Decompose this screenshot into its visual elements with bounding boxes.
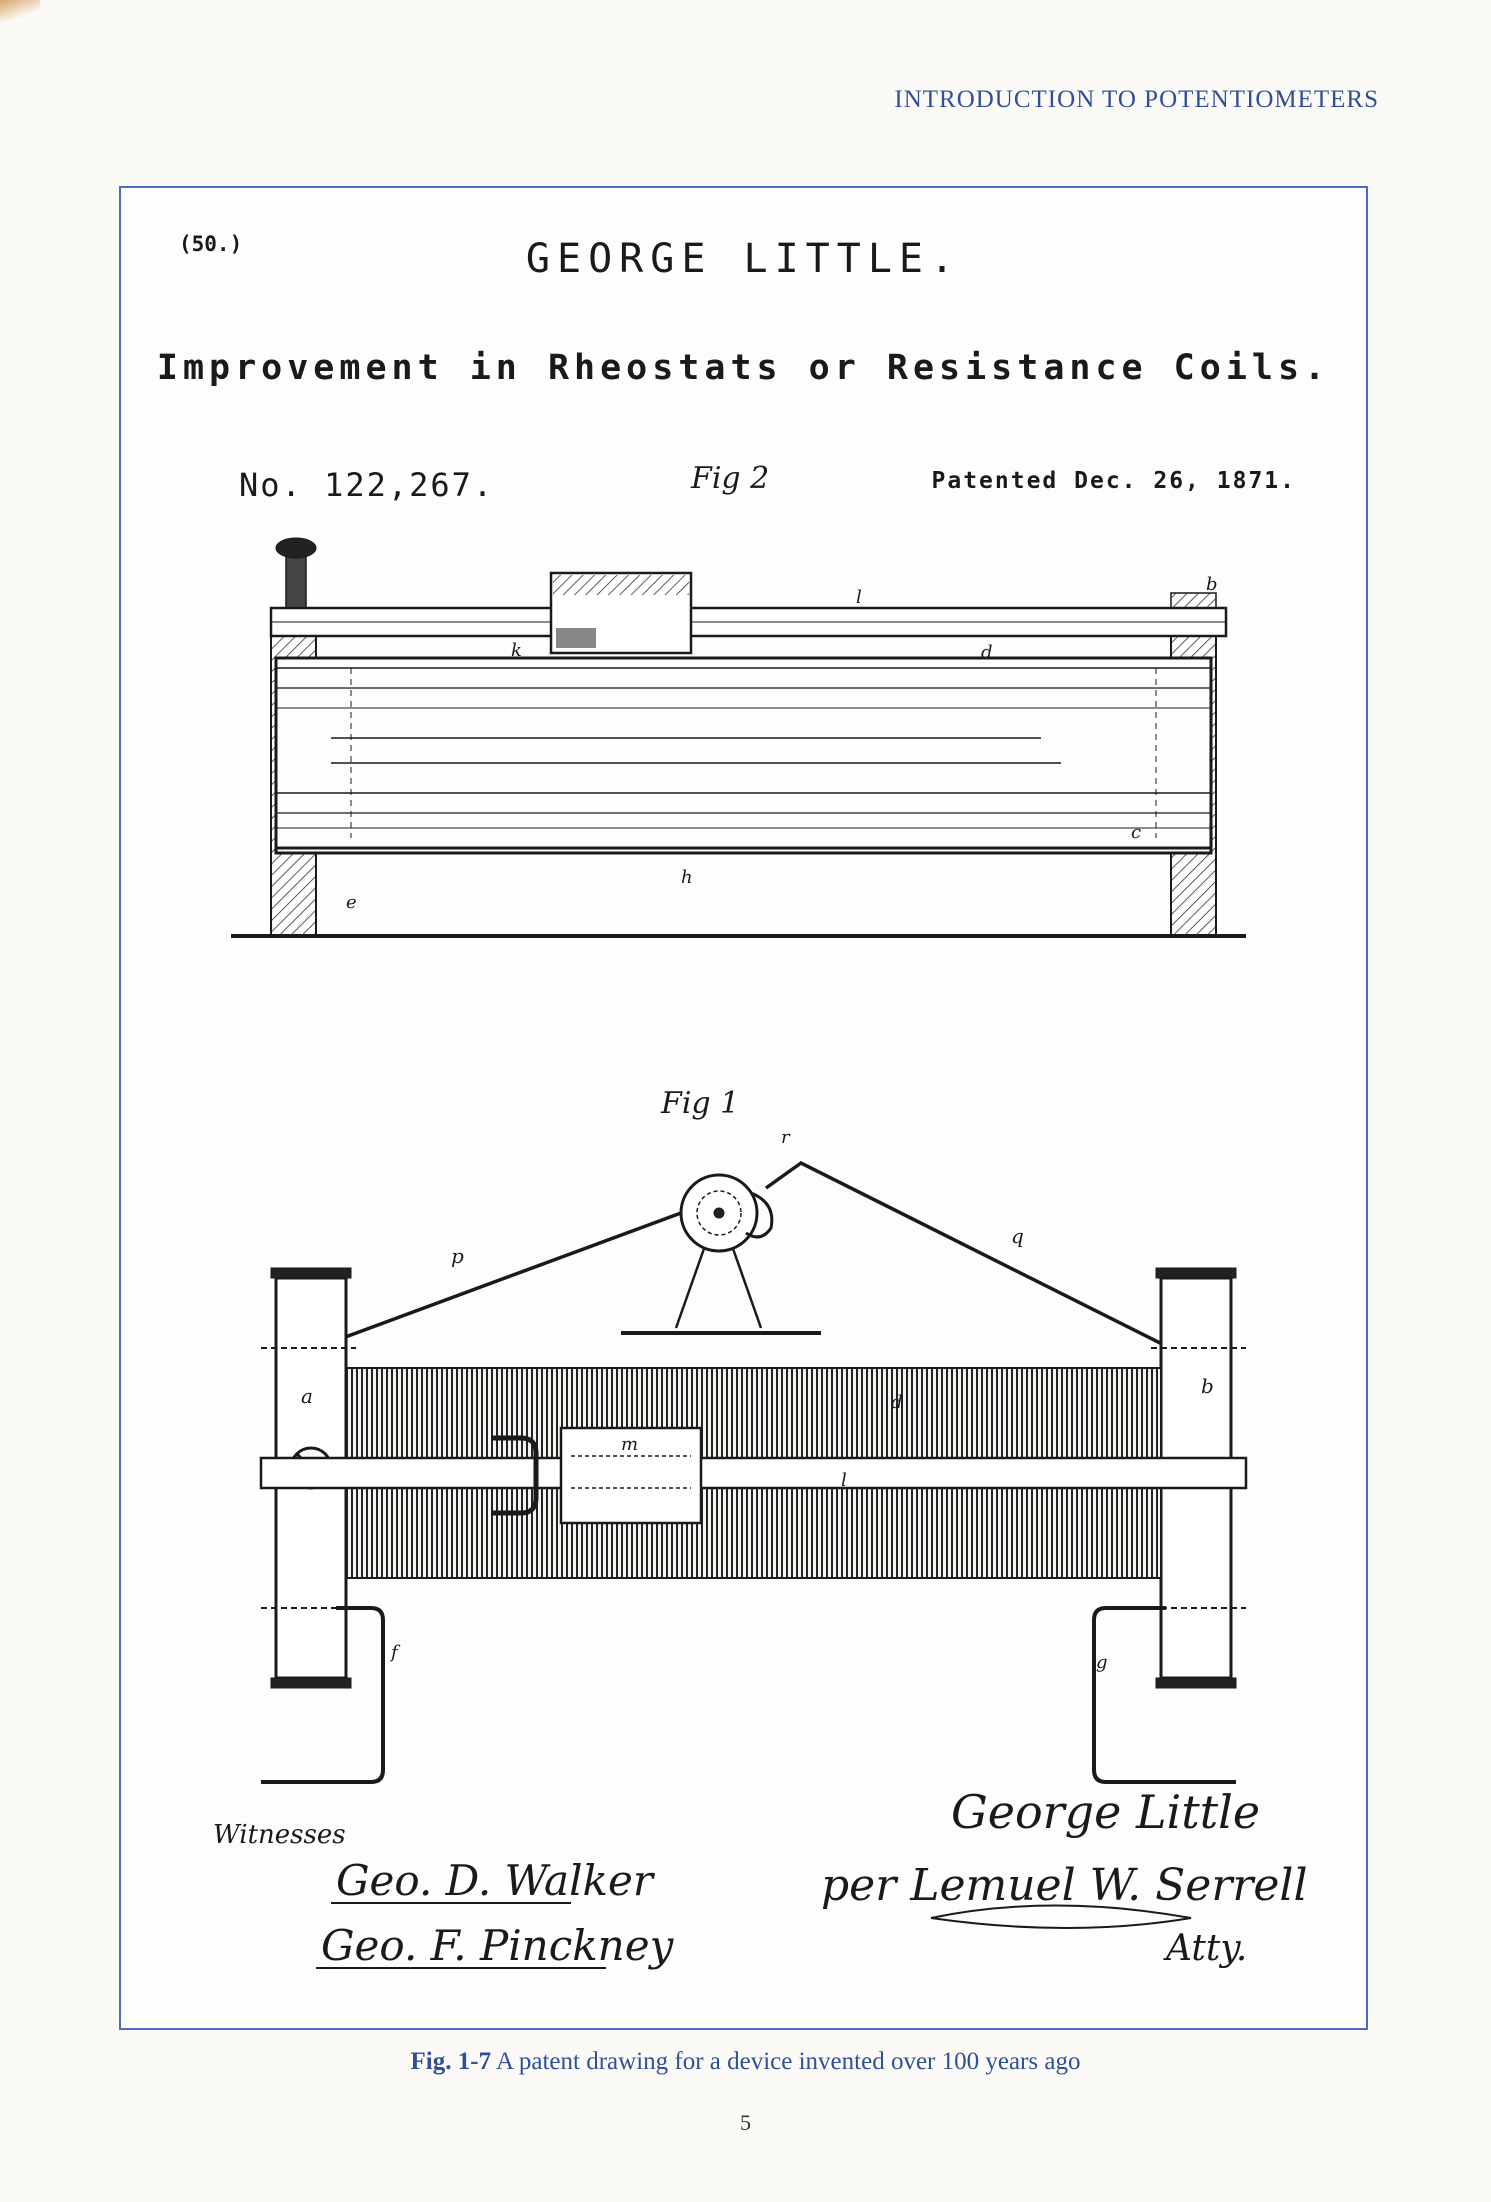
svg-text:c: c — [1131, 822, 1142, 843]
svg-text:l: l — [856, 587, 862, 608]
svg-text:f: f — [391, 1642, 398, 1663]
figure-frame — [119, 186, 1368, 2030]
svg-text:d: d — [891, 1392, 903, 1413]
patent-drawing — [121, 188, 1370, 2032]
patent-date: Patented Dec. 26, 1871. — [931, 468, 1296, 494]
caption-text: A patent drawing for a device invented over 100 years ago — [495, 2048, 1081, 2075]
svg-text:h: h — [681, 867, 693, 888]
svg-text:e: e — [346, 892, 357, 913]
fig2-side-view — [231, 461, 1246, 936]
patent-no: No. 122,267. — [239, 466, 495, 504]
svg-text:a: a — [301, 1384, 313, 1408]
svg-text:g: g — [1096, 1652, 1108, 1673]
svg-text:d: d — [981, 642, 993, 663]
fig1-top-view — [261, 1086, 1246, 1782]
attorney-suffix: Atty. — [1166, 1928, 1248, 1969]
svg-text:l: l — [841, 1470, 847, 1491]
svg-text:b: b — [1206, 574, 1218, 595]
running-head: INTRODUCTION TO POTENTIOMETERS — [894, 86, 1379, 113]
signatures — [316, 1785, 1308, 1970]
witness-signature-2: Geo. F. Pinckney — [321, 1921, 674, 1970]
svg-text:m: m — [621, 1434, 639, 1455]
svg-text:q: q — [1011, 1224, 1024, 1248]
inventor-signature: George Little — [951, 1785, 1261, 1839]
patent-inventor: GEORGE LITTLE. — [525, 236, 962, 282]
svg-text:r: r — [781, 1127, 790, 1148]
patent-number-label: (50.) — [179, 232, 243, 256]
attorney-signature: per Lemuel W. Serrell — [821, 1860, 1308, 1911]
fig1-label: Fig 1 — [661, 1086, 740, 1121]
svg-text:b: b — [1201, 1374, 1214, 1398]
caption-label: Fig. 1-7 — [410, 2048, 492, 2075]
witness-label: Witnesses — [213, 1820, 346, 1850]
svg-text:k: k — [511, 640, 522, 661]
svg-text:p: p — [451, 1244, 464, 1268]
witness-signature-1: Geo. D. Walker — [336, 1856, 653, 1905]
fig2-label: Fig 2 — [691, 461, 770, 496]
page-corner-shadow — [0, 0, 40, 22]
page-number: 5 — [740, 2110, 751, 2135]
patent-title: Improvement in Rheostats or Resistance Coils. — [156, 348, 1331, 388]
figure-caption — [0, 2048, 1491, 2076]
